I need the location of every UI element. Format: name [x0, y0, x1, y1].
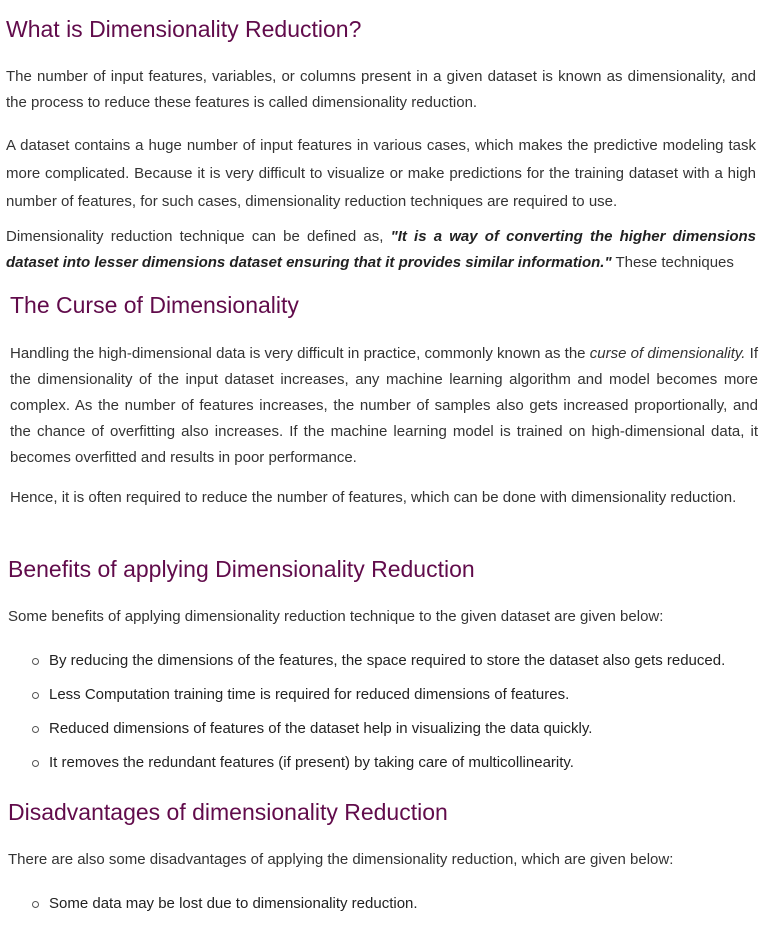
disadvantage-text: Some data may be lost due to dimensionality reduction. [49, 895, 418, 912]
heading-benefits: Benefits of applying Dimensionality Reduction [8, 556, 475, 582]
benefits-list [0, 651, 768, 787]
curse-body-text: If the dimensionality of the input dataset increases, any machine learning algorithm and model becomes more complex. As the number of features increases, the number of samples also gets increased proportionally, and the chance of overfitting also increases. If the machine learning model is trained on high-dimensional data, it becomes overfitted and results in poor performance. [10, 345, 758, 466]
paragraph-definition: The number of input features, variables, or columns present in a given dataset is known as dimensionality, and the process to reduce these features is called dimensionality reduction. [6, 68, 756, 111]
benefit-text: Less Computation training time is required for reduced dimensions of features. [49, 686, 570, 703]
bullet-icon [32, 760, 39, 767]
bullet-icon [32, 658, 39, 665]
list-item [0, 753, 768, 787]
list-item [0, 719, 768, 753]
benefit-text: By reducing the dimensions of the features, the space required to store the dataset also gets reduced. [49, 652, 726, 669]
paragraph-benefits-intro: Some benefits of applying dimensionality reduction technique to the given dataset are given below: [8, 608, 664, 625]
technique-trailing-text: These techniques [611, 254, 734, 271]
disadvantages-list [0, 894, 768, 928]
paragraph-technique-definition [6, 224, 756, 276]
heading-curse-of-dimensionality: The Curse of Dimensionality [10, 292, 299, 318]
heading-what-is-dimensionality-reduction: What is Dimensionality Reduction? [6, 16, 362, 42]
bullet-icon [32, 692, 39, 699]
benefit-text: It removes the redundant features (if present) by taking care of multicollinearity. [49, 754, 574, 771]
curse-emphasis: curse of dimensionality. [589, 345, 746, 362]
paragraph-complexity: A dataset contains a huge number of input features in various cases, which makes the predictive modeling task more complicated. Because it is very difficult to visualize or make predictions for the training dataset with a high number of features, for such cases, dimensionality reduction techniques are required to use. [6, 137, 756, 210]
paragraph-curse [10, 341, 758, 471]
technique-quote: "It is a way of converting the higher dimensions dataset into lesser dimensions dataset ensuring that it provides similar information." [6, 228, 756, 271]
list-item [0, 651, 768, 685]
bullet-icon [32, 726, 39, 733]
heading-disadvantages: Disadvantages of dimensionality Reduction [8, 799, 448, 825]
paragraph-reduce-features: Hence, it is often required to reduce the number of features, which can be done with dimensionality reduction. [10, 489, 737, 506]
benefit-text: Reduced dimensions of features of the dataset help in visualizing the data quickly. [49, 720, 593, 737]
paragraph-disadvantages-intro: There are also some disadvantages of applying the dimensionality reduction, which are given below: [8, 851, 674, 868]
technique-intro-text: Dimensionality reduction technique can be defined as, [6, 228, 391, 245]
bullet-icon [32, 901, 39, 908]
list-item [0, 685, 768, 719]
curse-intro-text: Handling the high-dimensional data is very difficult in practice, commonly known as the [10, 345, 590, 362]
list-item [0, 894, 768, 928]
